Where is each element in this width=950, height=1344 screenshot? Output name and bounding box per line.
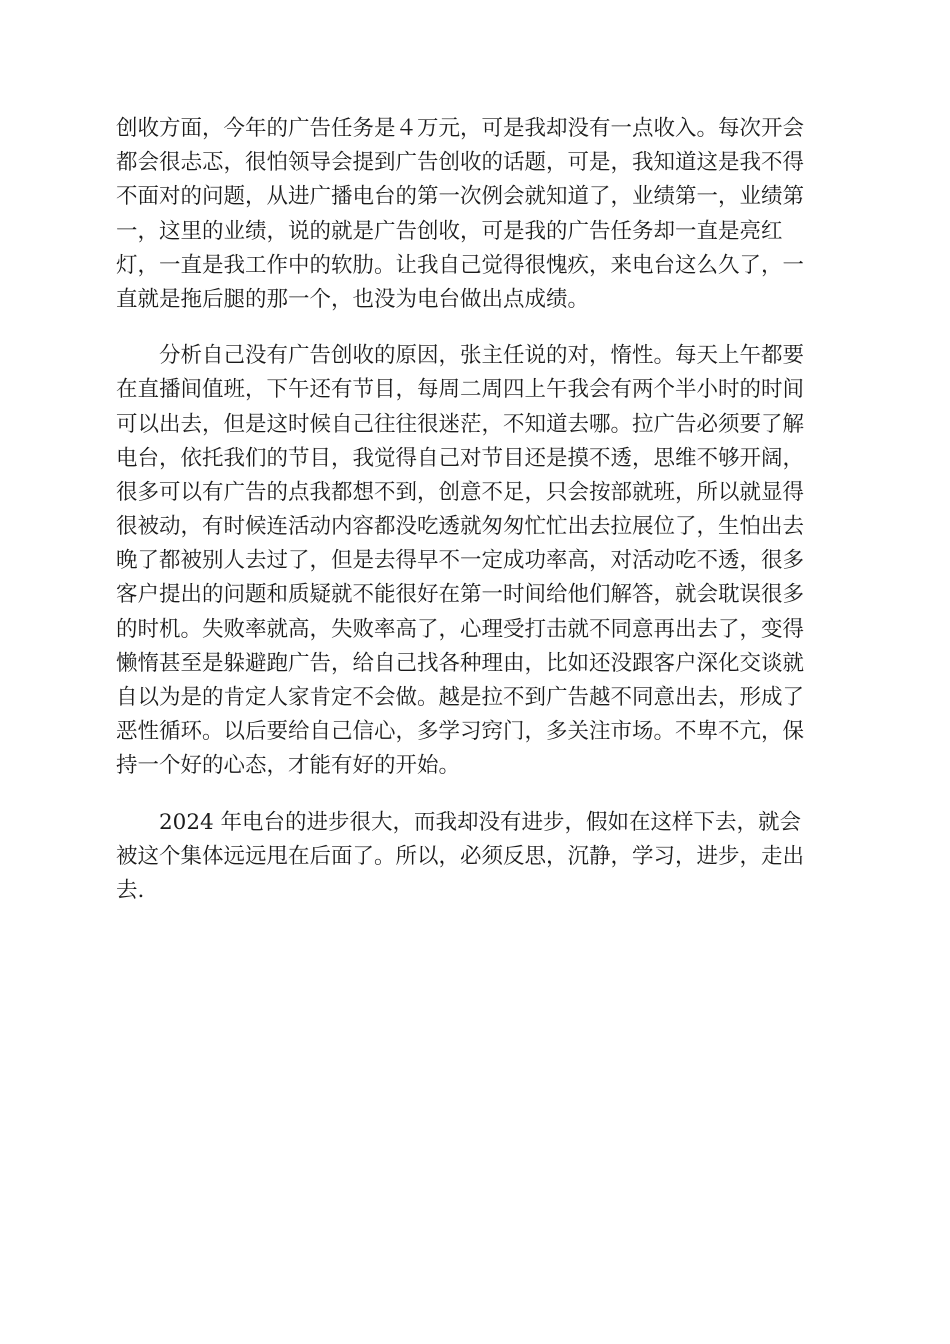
text-line: 灯，一直是我工作中的软肋。让我自己觉得很愧疚，来电台这么久了，一 xyxy=(116,252,805,278)
text-line: 持一个好的心态，才能有好的开始。 xyxy=(116,753,461,779)
text-line: 去. xyxy=(116,877,145,903)
text-line: 不面对的问题，从进广播电台的第一次例会就知道了，业绩第一，业绩第 xyxy=(116,184,805,210)
text-line: 一，这里的业绩，说的就是广告创收，可是我的广告任务却一直是亮红 xyxy=(116,218,783,244)
text-line: 自以为是的肯定人家肯定不会做。越是拉不到广告越不同意出去，形成了 xyxy=(116,685,805,710)
text-line: 2024 年电台的进步很大，而我却没有进步，假如在这样下去，就会 xyxy=(116,809,802,835)
text-line: 晚了都被别人去过了，但是去得早不一定成功率高，对活动吃不透，很多 xyxy=(116,548,805,574)
paragraph-1 xyxy=(116,112,832,317)
paragraph-2 xyxy=(116,339,832,783)
text-line: 的时机。失败率就高，失败率高了，心理受打击就不同意再出去了，变得 xyxy=(116,616,805,642)
text-line: 都会很忐忑，很怕领导会提到广告创收的话题，可是，我知道这是我不得 xyxy=(116,150,805,176)
text-line: 直就是拖后腿的那一个，也没为电台做出点成绩。 xyxy=(116,286,590,312)
text-line: 被这个集体远远甩在后面了。所以，必须反思，沉静，学习，进步，走出 xyxy=(116,843,805,869)
text-line: 在直播间值班，下午还有节目，每周二周四上午我会有两个半小时的时间 xyxy=(116,377,805,403)
text-line: 恶性循环。以后要给自己信心，多学习窍门，多关注市场。不卑不亢，保 xyxy=(116,719,805,745)
text-line: 可以出去，但是这时候自己往往很迷茫，不知道去哪。拉广告必须要了解 xyxy=(116,411,805,437)
document-body xyxy=(116,112,832,930)
text-line: 分析自己没有广告创收的原因，张主任说的对，惰性。每天上午都要 xyxy=(116,343,805,369)
text-line: 创收方面，今年的广告任务是４万元，可是我却没有一点收入。每次开会 xyxy=(116,116,805,141)
text-line: 客户提出的问题和质疑就不能很好在第一时间给他们解答，就会耽误很多 xyxy=(116,582,805,608)
text-line: 很被动，有时候连活动内容都没吃透就匆匆忙忙出去拉展位了，生怕出去 xyxy=(116,514,805,540)
paragraph-3 xyxy=(116,806,832,909)
text-line: 懒惰甚至是躲避跑广告，给自己找各种理由，比如还没跟客户深化交谈就 xyxy=(116,650,805,676)
text-line: 电台，依托我们的节目，我觉得自己对节目还是摸不透，思维不够开阔， xyxy=(116,445,805,471)
text-line: 很多可以有广告的点我都想不到，创意不足，只会按部就班，所以就显得 xyxy=(116,479,805,505)
